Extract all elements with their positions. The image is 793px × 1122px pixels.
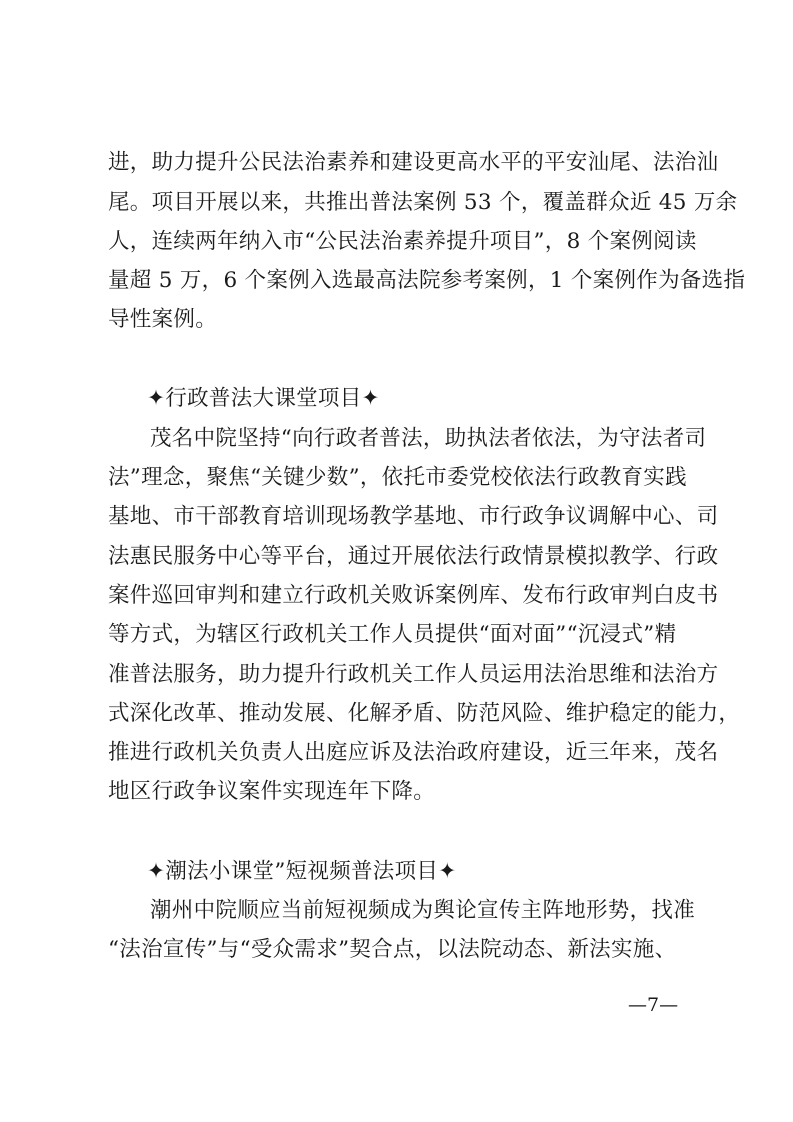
paragraph-line: 进，助力提升公民法治素养和建设更高水平的平安汕尾、法治汕 [108,150,719,175]
paragraph-line: 导性案例。 [108,307,218,332]
paragraph-line: 量超 5 万，6 个案例入选最高法院参考案例，1 个案例作为备选指 [108,268,746,293]
paragraph-line: 茂名中院坚持“向行政者普法，助执法者依法，为守法者司 [150,426,707,451]
paragraph-line: 地区行政争议案件实现连年下降。 [108,779,436,804]
paragraph-line: 潮州中院顺应当前短视频成为舆论宣传主阵地形势，找准 [150,898,696,923]
page-number: —7— [628,994,679,1016]
paragraph-line: 推进行政机关负责人出庭应诉及法治政府建设，近三年来，茂名 [108,740,719,765]
paragraph-line: 人，连续两年纳入市“公民法治素养提升项目”，8 个案例阅读 [108,229,697,254]
paragraph-line: 法惠民服务中心等平台，通过开展依法行政情景模拟教学、行政 [108,544,719,569]
section-heading: ✦行政普法大课堂项目✦ [147,386,380,411]
paragraph-line: “法治宣传”与“受众需求”契合点，以法院动态、新法实施、 [108,937,677,962]
paragraph-line: 案件巡回审判和建立行政机关败诉案例库、发布行政审判白皮书 [108,583,719,608]
paragraph-line: 准普法服务，助力提升行政机关工作人员运用法治思维和法治方 [108,662,719,687]
section-heading: ✦潮法小课堂”短视频普法项目✦ [147,859,457,884]
paragraph-line: 尾。项目开展以来，共推出普法案例 53 个，覆盖群众近 45 万余 [108,190,738,215]
paragraph-line: 基地、市干部教育培训现场教学基地、市行政争议调解中心、司 [108,504,719,529]
paragraph-line: 等方式，为辖区行政机关工作人员提供“面对面”“沉浸式”精 [108,622,677,647]
paragraph-line: 式深化改革、推动发展、化解矛盾、防范风险、维护稳定的能力， [108,701,741,726]
paragraph-line: 法”理念，聚焦“关键少数”，依托市委党校依法行政教育实践 [108,465,687,490]
